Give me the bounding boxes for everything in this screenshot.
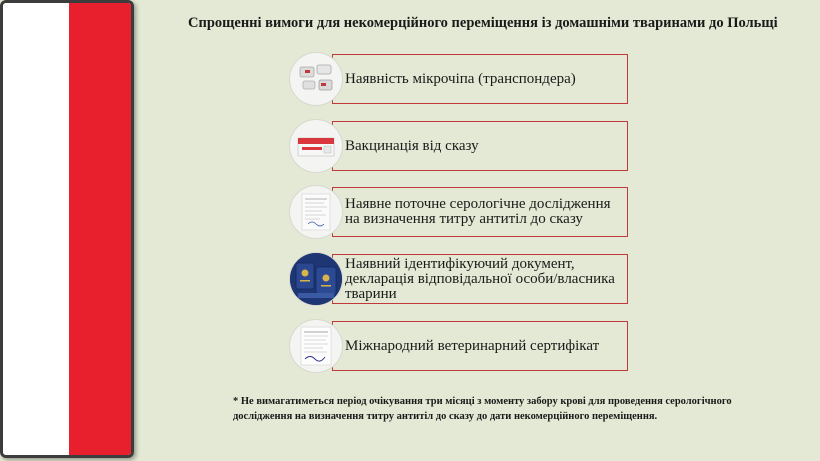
footnote: * Не вимагатиметься період очікування три місяці з моменту забору крові для проведення серологічного дослідження на визначення титру антитіл до сказу до дати некомерційного переміщення. bbox=[233, 396, 732, 422]
requirement-item-serology bbox=[290, 187, 630, 241]
requirement-item-vet-certificate bbox=[290, 321, 630, 375]
requirement-label: Міжнародний ветеринарний сертифікат bbox=[345, 337, 600, 354]
requirement-label: Наявне поточне серологічне дослідження на визначення титру антитіл до сказу bbox=[345, 196, 611, 227]
requirement-box bbox=[332, 54, 628, 104]
requirement-box bbox=[332, 187, 628, 237]
slide-title: Спрощенні вимоги для некомерційного переміщення із домашніми тваринами до Польщі bbox=[188, 15, 778, 31]
polish-flag bbox=[0, 0, 134, 458]
requirement-box bbox=[332, 321, 628, 371]
lab-document-icon bbox=[290, 186, 342, 238]
flag-red-stripe bbox=[69, 3, 131, 455]
requirement-item-microchip bbox=[290, 54, 630, 108]
microchip-icon bbox=[290, 53, 342, 105]
requirement-label: Наявність мікрочіпа (транспондера) bbox=[345, 70, 576, 87]
requirement-box bbox=[332, 121, 628, 171]
requirement-label: Вакцинація від сказу bbox=[345, 137, 479, 154]
flag-white-stripe bbox=[3, 3, 69, 455]
certificate-icon bbox=[290, 320, 342, 372]
requirement-item-vaccination bbox=[290, 121, 630, 175]
passport-icon bbox=[290, 253, 342, 305]
requirement-item-id-document bbox=[290, 254, 630, 308]
vaccine-box-icon bbox=[290, 120, 342, 172]
requirement-box bbox=[332, 254, 628, 304]
requirement-label: Наявний ідентифікуючий документ, декларація відповідальної особи/власника тварини bbox=[345, 255, 615, 302]
